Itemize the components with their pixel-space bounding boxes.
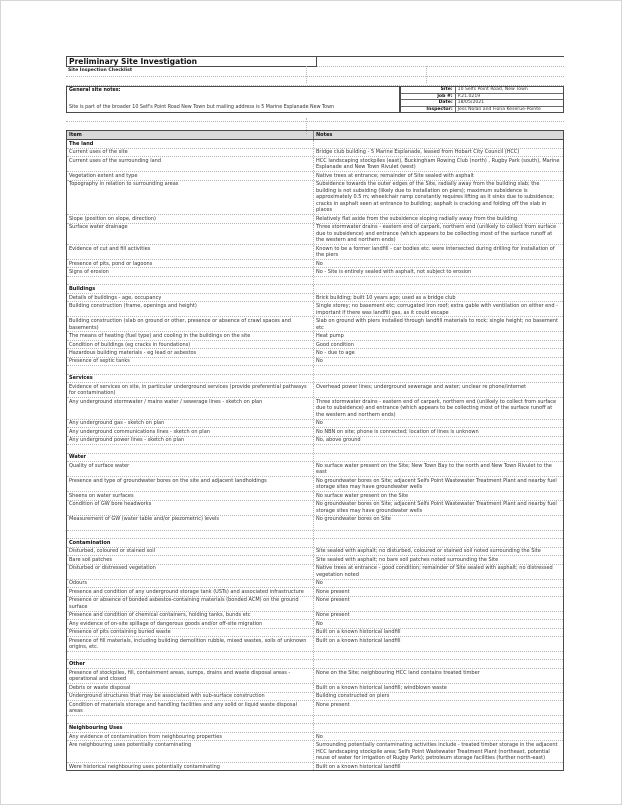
item-cell: Bare soil patches <box>67 556 314 563</box>
note-cell: No <box>316 260 323 267</box>
item-cell <box>67 445 314 452</box>
note-cell: None present <box>316 597 350 604</box>
item-cell: Presence of septic tanks <box>67 358 314 365</box>
spacer-row <box>67 652 563 660</box>
column-header-notes: Notes <box>316 131 333 138</box>
table-row <box>67 172 563 180</box>
note-cell <box>314 277 563 284</box>
item-cell: Other <box>67 660 314 668</box>
table-row <box>67 149 563 157</box>
table-row <box>67 580 563 588</box>
table-row <box>67 462 563 477</box>
note-cell: Heat pump <box>316 333 344 340</box>
note-cell: Brick building; built 10 years ago; used as a bridge club <box>316 294 456 301</box>
header-gap <box>66 77 564 86</box>
table-row <box>67 588 563 596</box>
table-row <box>67 358 563 366</box>
note-cell: Good condition <box>316 341 354 348</box>
table-row <box>67 701 563 716</box>
item-cell: Measurement of GW (water table and/or piezometric) levels <box>67 516 314 530</box>
table-row <box>67 565 563 580</box>
site-info-box <box>400 86 564 113</box>
table-row <box>67 548 563 556</box>
note-cell <box>314 140 563 148</box>
note-cell: No <box>316 358 323 365</box>
table-header-row <box>67 131 563 140</box>
site-info-value: Jess Nolan and Fiona Keserue-Pointe <box>457 106 541 112</box>
item-cell: Presence or absence of bonded asbestos-containing materials (bonded ACM) on the ground surface <box>67 597 314 611</box>
item-cell: Surface water drainage <box>67 224 314 244</box>
note-cell: No surface water present on the Site; New Town Bay to the north and New Town Rivulet to the east <box>316 462 552 476</box>
note-cell: Known to be a former landfill - car bodies etc. were intersected during drilling for installation of the piers <box>316 245 555 259</box>
table-row <box>67 693 563 701</box>
note-cell: Building constructed on piers <box>316 693 390 700</box>
item-cell: Presence of pits, pond or lagoons <box>67 260 314 267</box>
item-cell: Were historical neighbouring uses potentially contaminating <box>67 763 314 770</box>
note-cell: Bridge club building - 5 Marine Esplanade, leased from Hobart City Council (HCC) <box>316 149 520 156</box>
table-row <box>67 556 563 564</box>
spacer-row <box>67 531 563 539</box>
grid-line <box>426 66 427 83</box>
note-cell: No <box>316 580 323 587</box>
note-cell: Site sealed with asphalt; no bare soil patches noted surrounding the Site <box>316 556 499 563</box>
checklist-sheet <box>66 56 564 771</box>
item-cell: Any evidence of contamination from neighbouring properties <box>67 733 314 740</box>
table-row <box>67 341 563 349</box>
item-cell: Any underground power lines - sketch on plan <box>67 437 314 444</box>
page-title: Preliminary Site Investigation <box>66 57 317 67</box>
note-cell: None present <box>316 701 350 708</box>
note-cell <box>314 539 563 547</box>
site-info-label: Site: <box>401 87 456 93</box>
table-row <box>67 268 563 276</box>
item-cell: Any evidence of on-site spillage of dangerous goods and/or off-site migration <box>67 620 314 627</box>
note-cell: Relatively flat aside from the subsidence sloping radially away from the building <box>316 215 517 222</box>
item-cell: Building construction (frame, openings and height) <box>67 302 314 316</box>
table-row <box>67 733 563 741</box>
table-row <box>67 215 563 223</box>
item-cell: Presence of stockpiles, fill, containment areas, sumps, drains and waste disposal areas - operational and closed <box>67 669 314 683</box>
item-cell: Disturbed or distressed vegetation <box>67 565 314 579</box>
item-cell: Evidence of services on site, in particular underground services (provide preferential pathways for contamination) <box>67 383 314 397</box>
item-cell <box>67 277 314 284</box>
note-cell <box>314 375 563 383</box>
note-cell: Slab on ground with piers installed through landfill materials to rock; single height; no basement etc <box>316 318 558 331</box>
table-row <box>67 597 563 612</box>
table-row <box>67 349 563 357</box>
table-row <box>67 501 563 516</box>
general-notes-label: General site notes: <box>69 88 121 93</box>
note-cell: No - Site is entirely sealed with asphalt, not subject to erosion <box>316 269 472 276</box>
item-cell: Are neighbouring uses potentially contaminating <box>67 741 314 761</box>
item-cell: Any underground communications lines - sketch on plan <box>67 428 314 435</box>
item-cell: Debris or waste disposal <box>67 684 314 691</box>
column-header-item: Item <box>67 131 314 139</box>
section-header-row <box>67 454 563 463</box>
table-row <box>67 492 563 500</box>
item-cell: Slope (position on slope, direction) <box>67 215 314 222</box>
table-row <box>67 332 563 340</box>
item-cell: Services <box>67 375 314 383</box>
grid-line <box>306 66 307 83</box>
item-cell: Signs of erosion <box>67 268 314 275</box>
table-row <box>67 516 563 531</box>
item-cell: Evidence of cut and fill activities <box>67 245 314 259</box>
item-cell: Presence and condition of any underground storage tank (USTs) and associated infrastructure <box>67 588 314 595</box>
item-cell: Presence of pits containing buried waste <box>67 629 314 636</box>
item-cell: Condition of GW bore headworks <box>67 501 314 515</box>
table-row <box>67 684 563 692</box>
note-cell: Built on a known historical landfill <box>316 629 401 636</box>
note-cell: No groundwater bores on Site; adjacent Selfs Point Wastewater Treatment Plant and nearby fuel storage sites may have groundwater wells <box>316 501 557 514</box>
item-cell: Contamination <box>67 539 314 547</box>
page-subtitle: Site Inspection Checklist <box>66 67 564 77</box>
section-header-row <box>67 539 563 548</box>
note-cell: Single storey; no basement etc; corrugated iron roof; extra gable with ventilation on either end - important if there was landfill gas, as it could escape <box>316 303 558 316</box>
note-cell: No <box>316 733 323 740</box>
note-cell <box>314 716 563 723</box>
item-cell: Sheens on water surfaces <box>67 492 314 499</box>
item-cell: Any underground gas - sketch on plan <box>67 420 314 427</box>
note-cell: Built on a known historical landfill; windblown waste <box>316 684 447 691</box>
table-row <box>67 224 563 245</box>
note-cell: No surface water present on the Site <box>316 492 409 499</box>
note-cell: None on the Site; neighbouring HCC land contains treated timber <box>316 669 480 676</box>
note-cell: No groundwater bores on Site <box>316 516 391 523</box>
note-cell: No <box>316 620 323 627</box>
note-cell: None present <box>316 612 350 619</box>
item-cell: Condition of materials storage and handling facilities and any solid or liquid waste disposal areas <box>67 701 314 715</box>
document-header <box>66 56 564 130</box>
note-cell <box>314 285 563 293</box>
note-cell: Three stormwater drains - eastern end of carpark, northern end (unlikely to collect from surface due to subsidence) and entrance (which appears to be collecting most of the surface runoff at the western and northern ends) <box>316 224 557 244</box>
table-row <box>67 260 563 268</box>
table-row <box>67 629 563 637</box>
note-cell: Surrounding potentially contaminating activities include - treated timber storage in the adjacent HCC landscaping stockpile area; Selfs Point Wastewater Treatment Plant (northeast, potential reuse of water for irrigation of Rugby Park); petroleum storage facilities (further north-east) <box>316 742 558 762</box>
item-cell: Hazardous building materials - eg lead or asbestos <box>67 349 314 356</box>
table-row <box>67 317 563 332</box>
spacer-row <box>67 716 563 724</box>
table-row <box>67 612 563 620</box>
site-info-label: Date: <box>401 100 456 106</box>
table-row <box>67 245 563 260</box>
item-cell: Disturbed, coloured or stained soil <box>67 548 314 555</box>
table-row <box>67 294 563 302</box>
title-fill <box>317 57 564 67</box>
note-cell: No groundwater bores on Site; adjacent Selfs Point Wastewater Treatment Plant and nearby fuel storage sites may have groundwater wells <box>316 477 557 491</box>
table-row <box>67 669 563 684</box>
checklist-table-body <box>67 140 563 770</box>
section-header-row <box>67 724 563 733</box>
note-cell: None present <box>316 588 350 595</box>
table-row <box>67 398 563 419</box>
spacer-row <box>67 366 563 374</box>
note-cell <box>314 531 563 538</box>
item-cell: Topography in relation to surrounding areas <box>67 181 314 214</box>
note-cell: Built on a known historical landfill <box>316 763 401 770</box>
table-row <box>67 383 563 398</box>
item-cell: Underground structures that may be associated with sub-surface construction <box>67 693 314 700</box>
note-cell: Site sealed with asphalt; no disturbed, coloured or stained soil noted surrounding the Site <box>316 548 541 555</box>
section-header-row <box>67 375 563 384</box>
item-cell: The means of heating (fuel type) and cooling in the buildings on the site <box>67 332 314 339</box>
item-cell: The land <box>67 140 314 148</box>
section-header-row <box>67 285 563 294</box>
note-cell: No, above ground <box>316 437 361 444</box>
item-cell: Odours <box>67 580 314 587</box>
table-row <box>67 157 563 172</box>
site-info-value: P.21.0219 <box>457 93 481 99</box>
note-cell: Three stormwater drains - eastern end of carpark, northern end (unlikely to collect from surface due to subsidence) and entrance (which appears to be collecting most of the surface runoff at the western and northern ends) <box>316 398 557 418</box>
note-cell <box>314 445 563 452</box>
item-cell: Vegetation extent and type <box>67 172 314 179</box>
checklist-table <box>66 130 564 771</box>
site-info-label: Job #: <box>401 94 456 100</box>
table-row <box>67 420 563 428</box>
note-cell <box>314 454 563 462</box>
note-cell: HCC landscaping stockpiles (east), Buckingham Rowing Club (north) , Rugby Park (south), Marine Esplanade and New Town Rivulet (west) <box>316 157 560 171</box>
spacer-row <box>67 445 563 453</box>
site-info-value: 10 Selfs Point Road, New Town <box>457 87 528 92</box>
note-cell: Built on a known historical landfill <box>316 637 401 644</box>
site-info-value: 18/05/2021 <box>457 100 485 105</box>
table-row <box>67 477 563 492</box>
table-row <box>67 181 563 215</box>
table-row <box>67 741 563 762</box>
grid-line <box>306 118 307 134</box>
section-header-row <box>67 660 563 669</box>
item-cell: Buildings <box>67 285 314 293</box>
table-row <box>67 302 563 317</box>
spacer-row <box>67 277 563 285</box>
note-cell: Native trees at entrance - good condition; remainder of Site sealed with asphalt; no distressed vegetation noted <box>316 565 553 578</box>
item-cell: Condition of buildings (eg cracks in foundations) <box>67 341 314 348</box>
table-row <box>67 620 563 628</box>
item-cell: Current uses of the site <box>67 149 314 156</box>
note-cell: Overhead power lines; underground sewerage and water; unclear re phone/internet <box>316 383 527 390</box>
item-cell: Water <box>67 454 314 462</box>
item-cell <box>67 531 314 538</box>
item-cell <box>67 652 314 659</box>
notes-strip <box>66 86 564 113</box>
item-cell: Presence and type of groundwater bores on the site and adjacent landholdings <box>67 477 314 491</box>
header-gap <box>66 122 564 130</box>
note-cell <box>314 366 563 373</box>
item-cell: Neighbouring Uses <box>67 724 314 732</box>
note-cell <box>314 660 563 668</box>
note-cell: Subsidence towards the outer edges of the Site, radially away from the building slab; the building is not subsiding (likely due to installation on piers); maximum subsidence is approximately 0.5 m; wheelchair ramp constantly requires lifting as it sinks due to subsidence; cracks in asphalt seen at entrance to building; asphalt is cracking and folding off the slab in places <box>316 181 555 214</box>
note-cell: No NBN on site; phone is connected; location of lines is unknown <box>316 428 479 435</box>
item-cell <box>67 366 314 373</box>
general-notes-box <box>66 86 400 113</box>
item-cell: Any underground stormwater / mains water / sewerage lines - sketch on plan <box>67 398 314 418</box>
general-notes-text: Site is part of the broader 10 Self's Point Road New Town but mailing address is 5 Marine Esplanade New Town <box>69 105 335 110</box>
table-row <box>67 428 563 436</box>
table-row <box>67 437 563 445</box>
item-cell: Current uses of the surrounding land <box>67 157 314 171</box>
table-row <box>67 763 563 770</box>
note-cell <box>314 724 563 732</box>
section-header-row <box>67 140 563 149</box>
item-cell: Details of buildings - age, occupancy <box>67 294 314 301</box>
note-cell <box>314 652 563 659</box>
table-row <box>67 637 563 652</box>
note-cell: No <box>316 420 323 427</box>
site-info-row <box>401 107 563 113</box>
item-cell: Presence and condition of chemical containers, holding tanks, bunds etc <box>67 612 314 619</box>
note-cell: Native trees at entrance; remainder of Site sealed with asphalt <box>316 172 474 179</box>
site-info-label: Inspector: <box>401 107 456 113</box>
item-cell: Presence of fill materials, including building demolition rubble, mixed wastes, soils of unknown origins, etc. <box>67 637 314 651</box>
item-cell: Building construction (slab on ground or other, presence or absence of crawl spaces and basements) <box>67 317 314 331</box>
title-strip <box>66 56 564 67</box>
header-gap <box>66 113 564 122</box>
note-cell: No - due to age <box>316 349 355 356</box>
item-cell <box>67 716 314 723</box>
item-cell: Quality of surface water <box>67 462 314 476</box>
